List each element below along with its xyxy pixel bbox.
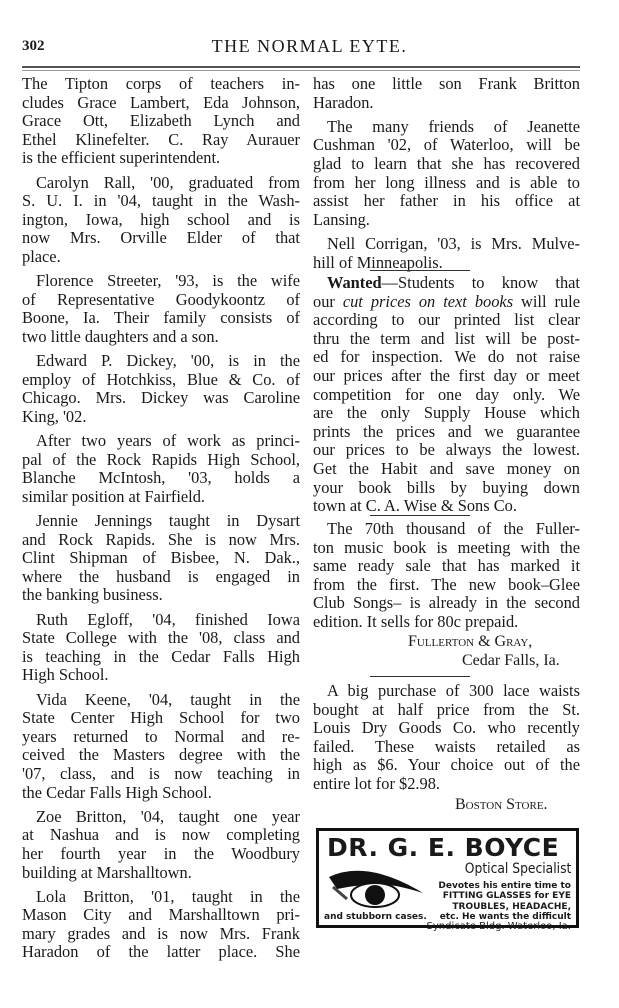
text-line: glad to learn that she has recovered [313, 153, 580, 173]
text-line: Grace Ott, Elizabeth Lynch and [22, 111, 300, 131]
paragraph [22, 432, 300, 506]
left-column [22, 75, 300, 968]
text-line: Get the Habit and save money on [313, 458, 580, 478]
text-line: of Representative Goodykoontz of [22, 289, 300, 309]
text-line: Edward P. Dickey, '00, is in the [36, 351, 300, 371]
text-line: ceived the Masters degree with the [22, 745, 300, 765]
header-rule [22, 66, 580, 71]
text-line: Louis Dry Goods Co. who recently [313, 718, 580, 738]
text-line: cludes Grace Lambert, Eda Johnson, [22, 92, 300, 112]
fullerton-signature: Fullerton & Gray, [408, 633, 533, 650]
text-line: failed. These waists retailed as [313, 736, 580, 756]
wanted-body [313, 311, 580, 516]
eye-icon [327, 863, 427, 911]
text-line: S. U. I. in '04, taught in the Wash- [22, 191, 300, 211]
text-line: King, '02. [22, 406, 87, 426]
ad-address: Syndicate Bldg. Waterloo, Ia. [426, 921, 571, 933]
text-line: two little daughters and a son. [22, 326, 219, 346]
text-line: where the husband is engaged in [22, 566, 300, 586]
text-line: is the efficient superintendent. [22, 148, 221, 168]
journal-title: THE NORMAL EYTE. [211, 36, 408, 56]
text-line: '07, class, and is now teaching in [22, 763, 300, 783]
text-line: assist her father in his office at [313, 191, 580, 211]
text-line: from her long illness and is able to [313, 172, 580, 192]
text-line: are the only Supply House which [313, 403, 580, 423]
text-line: at Nashua and is now completing [22, 825, 300, 845]
text-line: ington, Iowa, high school and is [22, 209, 300, 229]
text-line: years returned to Normal and re- [22, 726, 300, 746]
text-line: Lansing. [313, 209, 370, 229]
text-line: Clint Shipman of Bisbee, N. Dak., [22, 548, 300, 568]
page-number: 302 [22, 38, 45, 54]
text-line: Florence Streeter, '93, is the wife [36, 271, 300, 291]
text-line: has one little son Frank Britton [313, 74, 580, 93]
text-line: Mason City and Marshalltown pri- [22, 905, 300, 925]
wanted-ad [313, 274, 580, 516]
text-line: Haradon. [313, 92, 374, 112]
paragraph [22, 174, 300, 267]
text-line: thru the term and list will be post- [313, 328, 580, 348]
text-line: ed for inspection. We do not raise [313, 347, 580, 367]
text: our [313, 291, 343, 311]
fullerton-location: Cedar Falls, Ia. [462, 652, 560, 669]
text-line: is teaching in the Cedar Falls High [22, 646, 300, 666]
text-line: the banking business. [22, 585, 163, 605]
paragraph [22, 272, 300, 346]
right-notes [313, 75, 580, 278]
text-line: edition. It sells for 80c prepaid. [313, 611, 519, 631]
text-line: building at Marshalltown. [22, 862, 192, 882]
boyce-ad [316, 828, 579, 933]
text: —Students to know that [381, 273, 580, 292]
paragraph [313, 75, 580, 112]
paragraph [22, 888, 300, 962]
text-line: Boone, Ia. Their family consists of [22, 308, 300, 328]
text-line: your book bills by buying down [313, 477, 580, 497]
paragraph [22, 611, 300, 685]
italic-text: cut prices on text books [342, 291, 514, 311]
text-line: entire lot for $2.98. [313, 773, 440, 793]
text-line: A big purchase of 300 lace waists [327, 681, 580, 700]
text-line: The Tipton corps of teachers in- [22, 74, 300, 93]
paragraph [22, 75, 300, 168]
text-line: her fourth year in the Woodbury [22, 843, 300, 863]
text-line: State Center High School for two [22, 708, 300, 728]
text-line: employ of Hotchkiss, Blue & Co. of [22, 369, 300, 389]
text-line: now Mrs. Orville Elder of that [22, 228, 300, 248]
text-line: Vida Keene, '04, taught in the [36, 689, 300, 709]
text-line: our prices to be always the lowest. [313, 440, 580, 460]
boston-signature: Boston Store. [455, 796, 548, 813]
text-line: The many friends of Jeanette [327, 116, 580, 136]
text-line: State College with the '08, class and [22, 628, 300, 648]
ad-left-text: and stubborn cases. [324, 912, 427, 922]
text: will rule [513, 291, 580, 311]
text-line: Jennie Jennings taught in Dysart [36, 511, 300, 531]
text-line: competition for one day only. We [313, 384, 580, 404]
fullerton-ad [313, 520, 580, 632]
divider [370, 270, 470, 271]
text-line: Ruth Egloff, '04, finished Iowa [36, 609, 300, 629]
paragraph [313, 235, 580, 272]
ad-text-line: etc. He wants the difficult [439, 911, 571, 922]
text-line: high as $6. Your choice out of the [313, 755, 580, 775]
text-line: Ethel Klinefelter. C. Ray Aurauer [22, 129, 300, 149]
divider [370, 676, 470, 677]
wanted-lead: Wanted [327, 273, 382, 292]
divider [370, 515, 470, 516]
paragraph [22, 352, 300, 426]
ad-specialty: Optical Specialist [464, 861, 571, 877]
text-line: hill of Minneapolis. [313, 252, 443, 272]
text-line: the Cedar Falls High School. [22, 782, 212, 802]
text-line: our prices after the first day or meet [313, 365, 580, 385]
text-line: and Rock Rapids. She is now Mrs. [22, 529, 300, 549]
ad-text-line: Devotes his entire time to [438, 881, 571, 891]
text-line: mary grades and is now Mrs. Frank [22, 923, 300, 943]
text-line: prints the prices and we guarantee [313, 421, 580, 441]
text-line: Chicago. Mrs. Dickey was Caroline [22, 388, 300, 408]
text-line: Club Songs– is already in the second [313, 593, 580, 613]
paragraph [313, 118, 580, 230]
text-line: After two years of work as princi- [36, 431, 300, 451]
text-line: Carolyn Rall, '00, graduated from [36, 172, 300, 192]
text-line: same ready sale that has marked it [313, 556, 580, 576]
text-line: from the first. The new book–Glee [313, 574, 580, 594]
text-line: High School. [22, 665, 109, 685]
text-line: Haradon of the latter place. She [22, 942, 300, 962]
paragraph [22, 512, 300, 605]
text-line: The 70th thousand of the Fuller- [327, 519, 580, 538]
boston-ad [313, 682, 580, 794]
text-line: place. [22, 246, 61, 266]
text-line: Nell Corrigan, '03, is Mrs. Mulve- [327, 233, 580, 253]
text-line: Cushman '02, of Waterloo, will be [313, 135, 580, 155]
text-line: Blanche McIntosh, '03, holds a [22, 468, 300, 488]
text-line: pal of the Rock Rapids High School, [22, 449, 300, 469]
ad-text-line: TROUBLES, HEADACHE, [452, 901, 571, 912]
text-line: Zoe Britton, '04, taught one year [36, 806, 300, 826]
text-line: town at C. A. Wise & Sons Co. [313, 496, 517, 516]
text-line: Lola Britton, '01, taught in the [36, 886, 300, 906]
text-line: bought at half price from the St. [313, 699, 580, 719]
ad-name: DR. G. E. BOYCE [327, 833, 560, 862]
text-line: similar position at Fairfield. [22, 486, 206, 506]
text-line: according to our printed list clear [313, 310, 580, 330]
text-line: ton music book is meeting with the [313, 537, 580, 557]
paragraph [22, 808, 300, 882]
paragraph [22, 691, 300, 803]
ad-text-line: FITTING GLASSES for EYE [442, 891, 571, 902]
